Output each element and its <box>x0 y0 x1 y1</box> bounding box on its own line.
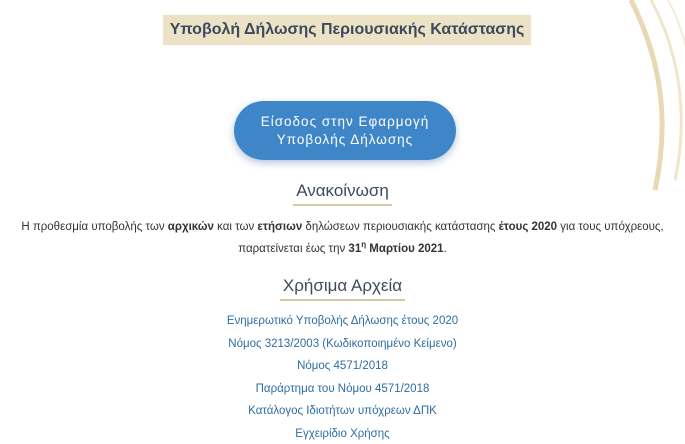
announcement-heading <box>0 181 685 206</box>
announcement-text-part: και των <box>213 221 258 233</box>
enter-button-label-line1: Είσοδος στην Εφαρμογή <box>260 113 430 129</box>
announcement-deadline-month: Μαρτίου 2021 <box>366 242 444 255</box>
announcement-text <box>0 218 685 258</box>
announcement-bold-initial: αρχικών <box>167 221 214 233</box>
enter-application-button[interactable] <box>234 101 456 160</box>
useful-files-list <box>0 311 685 444</box>
list-item <box>0 424 685 444</box>
list-item <box>0 379 685 402</box>
announcement-text-part: . <box>443 242 447 255</box>
page-title: Υποβολή Δήλωσης Περιουσιακής Κατάστασης <box>169 21 525 38</box>
list-item <box>0 401 685 424</box>
file-link-user-manual[interactable]: Εγχειρίδιο Χρήσης <box>295 427 390 440</box>
file-link-law-4571-2018-annex[interactable]: Παράρτημα του Νόμου 4571/2018 <box>255 382 430 395</box>
list-item <box>0 311 685 334</box>
file-link-law-4571-2018[interactable]: Νόμος 4571/2018 <box>297 360 388 372</box>
enter-button-label-line2: Υποβολής Δήλωσης <box>276 131 414 147</box>
announcement-bold-year: έτους 2020 <box>498 221 558 233</box>
file-link-law-3213-2003[interactable]: Νόμος 3213/2003 (Κωδικοποιημένο Κείμενο) <box>228 337 457 350</box>
list-item <box>0 334 685 357</box>
announcement-deadline-day: 31 <box>348 242 362 255</box>
useful-files-heading-text: Χρήσιμα Αρχεία <box>280 276 405 301</box>
list-item <box>0 356 685 379</box>
announcement-text-part: Η προθεσμία υποβολής των <box>21 221 168 233</box>
file-link-info-2020[interactable]: Ενημερωτικό Υποβολής Δήλωσης έτους 2020 <box>226 315 459 327</box>
announcement-line-1 <box>0 218 685 236</box>
page-title-banner <box>163 15 531 45</box>
useful-files-heading <box>0 276 685 301</box>
file-link-obligated-roles-list[interactable]: Κατάλογος Ιδιοτήτων υπόχρεων ΔΠΚ <box>248 405 437 417</box>
announcement-text-part: για τους υπόχρεους, <box>557 221 664 233</box>
announcement-bold-annual: ετήσιων <box>257 221 303 233</box>
announcement-text-part: παρατείνεται έως την <box>238 242 349 255</box>
announcement-deadline-suffix: η <box>361 240 367 249</box>
announcement-heading-text: Ανακοίνωση <box>293 181 392 206</box>
announcement-text-part: δηλώσεων περιουσιακής κατάστασης <box>302 221 499 233</box>
announcement-line-2 <box>0 236 685 258</box>
